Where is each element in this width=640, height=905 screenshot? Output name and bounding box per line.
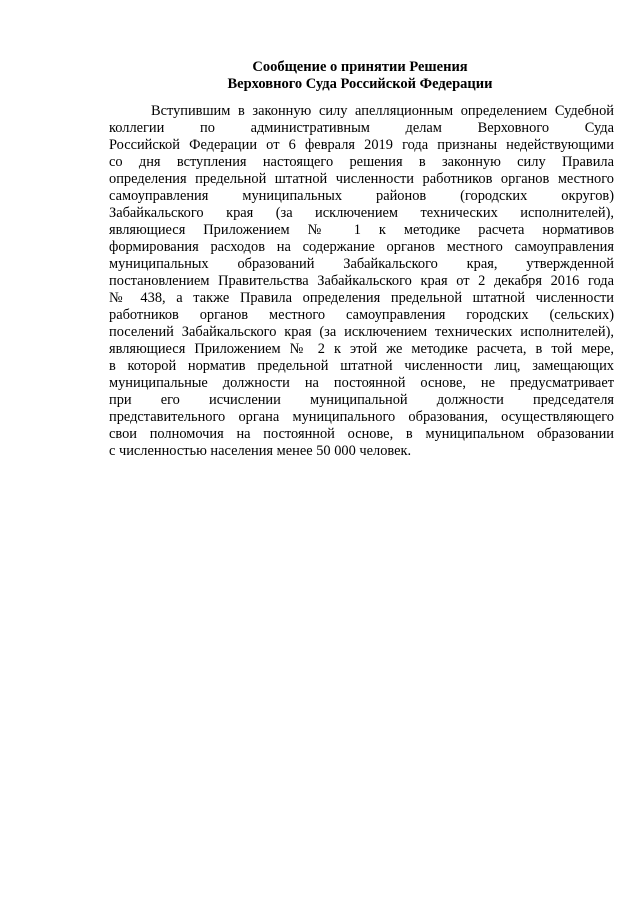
- title-line: Сообщение о принятии Решения: [252, 59, 468, 75]
- body-line: являющиеся Приложением № 2 к этой же методике расчета, в той мере,: [109, 341, 614, 357]
- body-line: муниципальных образований Забайкальского края, утвержденной: [109, 256, 614, 272]
- body-line: работников органов местного самоуправления городских (сельских): [109, 307, 614, 323]
- body-line: коллегии по административным делам Верховного Суда: [109, 120, 614, 136]
- body-line: свои полномочия на постоянной основе, в муниципальном образовании: [109, 426, 614, 442]
- body-line: поселений Забайкальского края (за исключением технических исполнителей),: [109, 324, 614, 340]
- body-line: Российской Федерации от 6 февраля 2019 года признаны недействующими: [109, 137, 614, 153]
- body-line: муниципальные должности на постоянной основе, не предусматривает: [109, 375, 614, 391]
- body-line: при его исчислении муниципальной должности председателя: [109, 392, 614, 408]
- body-line: Вступившим в законную силу апелляционным определением Судебной: [151, 103, 614, 119]
- body-line: постановлением Правительства Забайкальского края от 2 декабря 2016 года: [109, 273, 614, 289]
- title-line: Верховного Суда Российской Федерации: [227, 76, 493, 92]
- body-line: с численностью населения менее 50 000 человек.: [109, 443, 412, 459]
- document-title: [0, 59, 640, 93]
- body-line: со дня вступления настоящего решения в законную силу Правила: [109, 154, 614, 170]
- body-line: Забайкальского края (за исключением технических исполнителей),: [109, 205, 614, 221]
- body-line: представительного органа муниципального образования, осуществляющего: [109, 409, 614, 425]
- body-line: формирования расходов на содержание органов местного самоуправления: [109, 239, 614, 255]
- body-line: самоуправления муниципальных районов (городских округов): [109, 188, 614, 204]
- document-body: [109, 103, 614, 460]
- body-line: в которой норматив предельной штатной численности лиц, замещающих: [109, 358, 614, 374]
- body-line: являющиеся Приложением № 1 к методике расчета нормативов: [109, 222, 614, 238]
- body-line: определения предельной штатной численности работников органов местного: [109, 171, 614, 187]
- body-line: № 438, а также Правила определения предельной штатной численности: [109, 290, 614, 306]
